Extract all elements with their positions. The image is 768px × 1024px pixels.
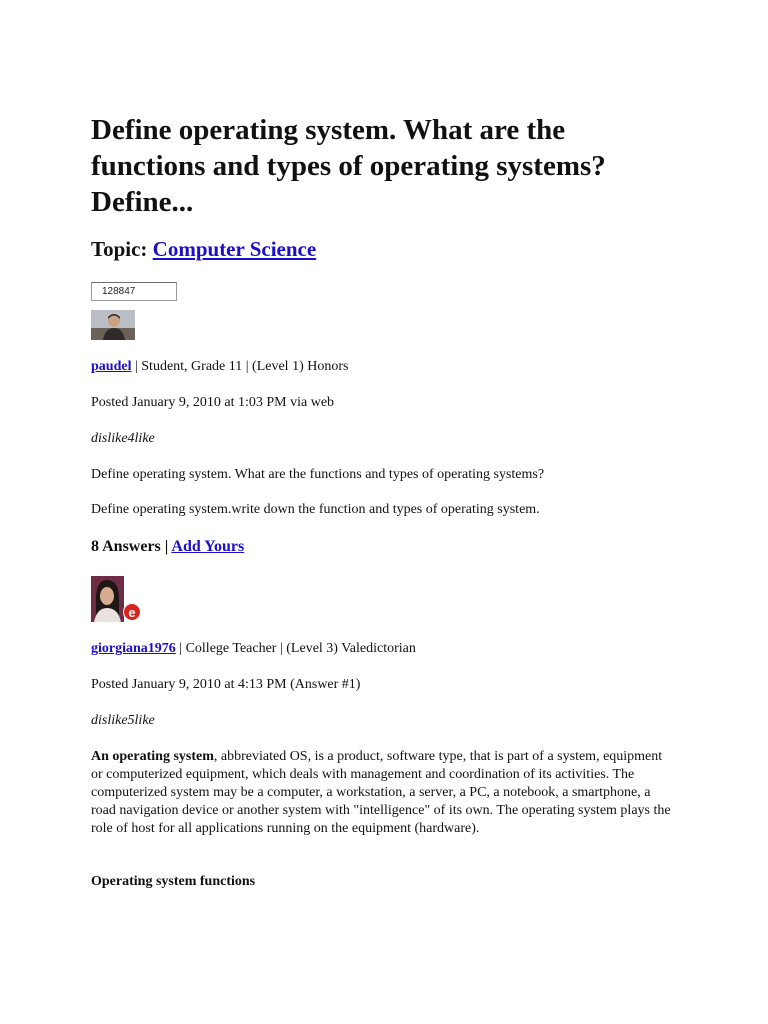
- topic-link[interactable]: Computer Science: [152, 237, 317, 261]
- answerer-link[interactable]: giorgiana1976: [91, 641, 176, 656]
- view-counter: 128847: [91, 282, 177, 301]
- asker-meta: | Student, Grade 11 | (Level 1) Honors: [131, 359, 349, 374]
- asker-line: [91, 358, 348, 376]
- answers-count: 8 Answers |: [91, 538, 172, 555]
- answer-votes[interactable]: dislike5like: [91, 713, 155, 728]
- answer-body-rest: , abbreviated OS, is a product, software type, that is part of a system, equipment or computerized equipment, which deals with management and coordination of its activities. The computerized system may be a computer, a workstation, a server, a PC, a notebook, a smartphone, a road navigation device or another system with "intelligence" of its own. The operating system plays the role of host for all applications running on the equipment (hardware).: [91, 749, 671, 836]
- answer-subheading: Operating system functions: [91, 874, 256, 889]
- topic-label: Topic:: [91, 237, 148, 261]
- question-body-2: Define operating system.write down the function and types of operating system.: [91, 502, 540, 517]
- answer-posted: Posted January 9, 2010 at 4:13 PM (Answer #1): [91, 677, 361, 692]
- answerer-line: [91, 640, 416, 658]
- person-photo-icon: [91, 310, 135, 340]
- answerer-meta: | College Teacher | (Level 3) Valedictorian: [175, 641, 416, 656]
- question-posted: Posted January 9, 2010 at 1:03 PM via web: [91, 395, 335, 410]
- question-votes[interactable]: dislike4like: [91, 431, 155, 446]
- topic-line: [91, 237, 316, 262]
- asker-link[interactable]: paudel: [91, 359, 132, 374]
- answer-body: [91, 748, 671, 838]
- answers-heading: [91, 538, 244, 556]
- answerer-avatar[interactable]: [91, 576, 124, 622]
- answer-body-lead: An operating system: [91, 749, 214, 764]
- page-title: Define operating system. What are the functions and types of operating systems? Define...: [91, 114, 606, 218]
- asker-avatar[interactable]: [91, 310, 135, 340]
- person-photo-icon: [91, 576, 124, 622]
- question-body-1: Define operating system. What are the functions and types of operating systems?: [91, 467, 545, 482]
- educator-badge-icon: e: [123, 603, 141, 621]
- add-answer-link[interactable]: Add Yours: [171, 538, 245, 555]
